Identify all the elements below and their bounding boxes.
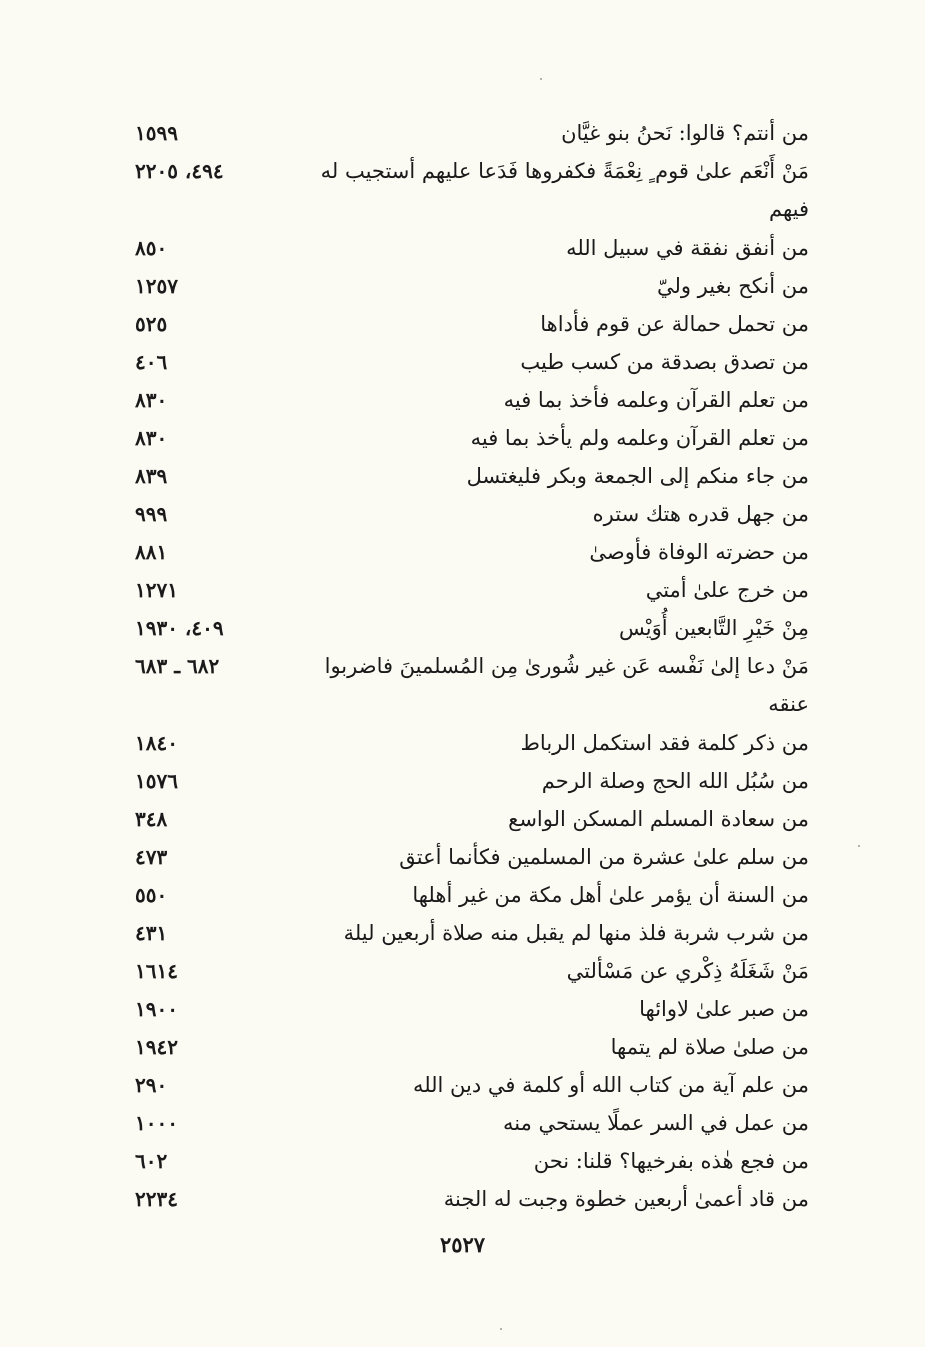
index-entry [135,341,815,378]
page-number: ٢٥٢٧ [439,1232,486,1257]
index-entry [135,455,815,492]
entry-text: من جاء منكم إلى الجمعة وبكر فليغتسل [466,464,809,488]
index-entry [135,493,815,530]
entry-page-ref: ٥٥٠ [135,883,168,907]
entry-text: مَنْ أَنْعَم علىٰ قوم ٍ نِعْمَةً فكفروها فَدَعا عليهم أستجيب له فيهم [320,159,809,221]
index-entry [135,645,815,721]
entry-page-ref: ٤٩٤، ٢٢٠٥ [135,159,224,183]
entry-page-ref: ١٠٠٠ [135,1111,178,1135]
index-entry [135,988,815,1025]
entry-text: من جهل قدره هتك ستره [592,502,809,526]
index-entry [135,303,815,340]
index-entry [135,265,815,302]
entry-page-ref: ١٢٥٧ [135,274,178,298]
entry-page-ref: ٩٩٩ [135,502,168,526]
entry-text: من قاد أعمىٰ أربعين خطوة وجبت له الجنة [443,1187,809,1211]
entry-text: من صلىٰ صلاة لم يتمها [610,1035,809,1059]
entry-page-ref: ٤٠٦ [135,350,168,374]
entry-page-ref: ٦٨٢ ـ ٦٨٣ [135,654,220,678]
entry-text: من شرب شربة فلذ منها لم يقبل منه صلاة أربعين ليلة [343,921,809,945]
entry-page-ref: ٢٩٠ [135,1073,168,1097]
entry-text: من فجع هٰذه بفرخيها؟ قلنا: نحن [533,1149,809,1173]
entry-page-ref: ١٢٧١ [135,578,178,602]
index-entry [135,1178,815,1215]
entry-text: مَنْ شَغَلَهُ ذِكْري عن مَسْألتي [566,959,809,983]
index-entry [135,950,815,987]
entry-text: من علم آية من كتاب الله أو كلمة في دين الله [412,1073,809,1097]
entry-page-ref: ١٥٧٦ [135,769,178,793]
entry-page-ref: ١٦١٤ [135,959,178,983]
entry-text: من تعلم القرآن وعلمه ولم يأخذ بما فيه [470,426,809,450]
index-entry [135,874,815,911]
entry-text: من حضرته الوفاة فأوصىٰ [589,540,809,564]
paper-speck [858,845,860,847]
entry-text: مِنْ خَيْرِ التَّابعين أُوَيْس [618,616,809,640]
index-entry [135,531,815,568]
index-entry [135,150,815,226]
entry-text: من سُبُل الله الحج وصلة الرحم [541,769,809,793]
index-entry [135,112,815,149]
index-entry [135,417,815,454]
entry-text: من سعادة المسلم المسكن الواسع [508,807,809,831]
index-entry [135,1026,815,1063]
paper-speck [500,1328,502,1330]
entry-text: من سلم علىٰ عشرة من المسلمين فكأنما أعتق [399,845,809,869]
entry-text: من أنفق نفقة في سبيل الله [566,236,809,260]
index-entry [135,227,815,264]
entry-page-ref: ٤٧٣ [135,845,168,869]
entry-page-ref: ٨٣٠ [135,426,168,450]
entry-page-ref: ٨٥٠ [135,236,168,260]
entry-page-ref: ٨٨١ [135,540,168,564]
entry-page-ref: ٦٠٢ [135,1149,168,1173]
entry-page-ref: ٣٤٨ [135,807,168,831]
index-entry [135,569,815,606]
entry-text: من خرج علىٰ أمتي [645,578,809,602]
entry-page-ref: ٤٣١ [135,921,168,945]
entry-text: من تعلم القرآن وعلمه فأخذ بما فيه [503,388,809,412]
index-entry [135,1140,815,1177]
index-entry [135,1102,815,1139]
entry-page-ref: ٨٣٠ [135,388,168,412]
entry-page-ref: ٢٢٣٤ [135,1187,178,1211]
index-entry [135,912,815,949]
entry-text: من تصدق بصدقة من كسب طيب [520,350,809,374]
index-entry [135,379,815,416]
entry-page-ref: ١٨٤٠ [135,731,178,755]
entry-text: من أنتم؟ قالوا: نَحنُ بنو غيَّان [561,121,809,145]
index-entry [135,760,815,797]
entry-page-ref: ٤٠٩، ١٩٣٠ [135,616,224,640]
entry-page-ref: ٥٢٥ [135,312,168,336]
index-entry [135,798,815,835]
entry-page-ref: ٨٣٩ [135,464,168,488]
entry-page-ref: ١٥٩٩ [135,121,178,145]
index-entry [135,1064,815,1101]
hadith-index-list [135,112,815,1216]
entry-page-ref: ١٩٤٢ [135,1035,178,1059]
entry-text: من أنكح بغير وليّ [656,274,809,298]
paper-speck [540,78,542,80]
entry-text: من صبر علىٰ لاوائها [639,997,809,1021]
entry-page-ref: ١٩٠٠ [135,997,178,1021]
entry-text: من عمل في السر عملًا يستحي منه [503,1111,809,1135]
entry-text: من ذكر كلمة فقد استكمل الرباط [520,731,809,755]
index-entry [135,607,815,644]
entry-text: من تحمل حمالة عن قوم فأداها [540,312,809,336]
entry-text: مَنْ دعا إلىٰ نَفْسه عَن غير شُورىٰ مِن المُسلمينَ فاضربوا عنقه [324,654,809,716]
index-entry [135,722,815,759]
index-entry [135,836,815,873]
entry-text: من السنة أن يؤمر علىٰ أهل مكة من غير أهلها [412,883,809,907]
